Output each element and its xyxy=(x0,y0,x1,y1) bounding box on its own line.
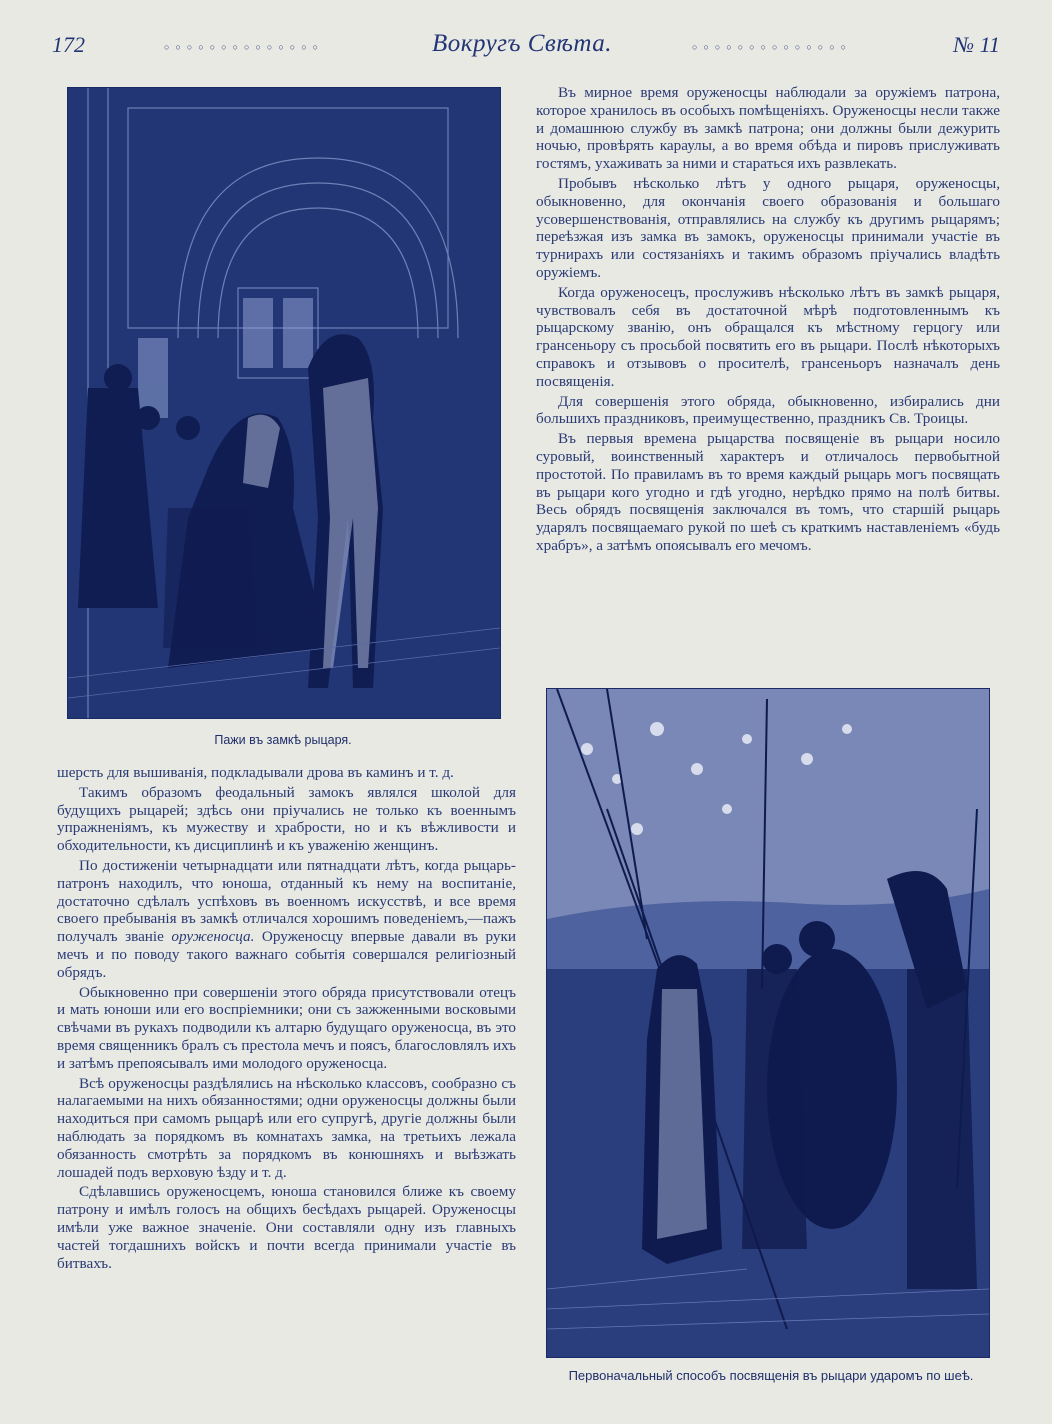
right-column-text xyxy=(536,84,1000,557)
paragraph xyxy=(57,857,516,982)
paragraph: Въ мирное время оруженосцы наблюдали за оружіемъ патрона, которое хранилось въ особыхъ помѣщеніяхъ. Оруженосцы несли также и домашнюю службу въ замкѣ патрона; они должны были дежурить ночью, провѣрять караулы, а во время обѣда и пировъ прислуживать гостямъ, ухаживать за ними и стараться ихъ развлекать. xyxy=(536,84,1000,173)
journal-title: Вокругъ Свѣта. xyxy=(432,30,613,57)
paragraph: Пробывъ нѣсколько лѣтъ у одного рыцаря, оруженосцы, обыкновенно, для окончанія своего образованія и большаго усовершенствованія, отправлялись на службу къ другимъ рыцарямъ; переѣзжая изъ замка въ замокъ, оруженосцы принимали участіе въ турнирахъ или состязаніяхъ и такимъ образомъ пріучались владѣть оружіемъ. xyxy=(536,174,1000,281)
left-column-text xyxy=(57,764,516,1274)
paragraph: Такимъ образомъ феодальный замокъ являлся школой для будущихъ рыцарей; здѣсь они пріучались не только къ военнымъ упражненіямъ, къ мужеству и храбрости, но и къ вѣжливости и обходительности, къ дисциплинѣ и къ уваженію женщинъ. xyxy=(57,783,516,855)
header-ornament-left: ○○○○○○○○○○○○○○ xyxy=(164,42,325,52)
header-ornament-right: ○○○○○○○○○○○○○○ xyxy=(692,42,853,52)
page-number: 172 xyxy=(52,32,85,57)
emphasized-term: оруженосца. xyxy=(171,928,255,946)
paragraph: Для совершенія этого обряда, обыкновенно, избирались дни большихъ праздниковъ, преимущественно, праздникъ Св. Троицы. xyxy=(536,392,1000,428)
engraving-castle-interior xyxy=(68,88,500,718)
page-header xyxy=(52,30,1000,62)
paragraph: Обыкновенно при совершеніи этого обряда присутствовали отецъ и мать юноши или его воспріемники; они съ зажженными восковыми свѣчами въ рукахъ подводили къ алтарю будущаго оруженосца, въ это время священникъ бралъ съ престола мечъ и поясъ, благословлялъ ихъ и затѣмъ препоясывалъ ими молодого оруженосца. xyxy=(57,983,516,1072)
issue-number: № 11 xyxy=(953,32,1000,57)
figure-caption-2: Первоначальный способъ посвященія въ рыцари ударомъ по шеѣ. xyxy=(568,1368,974,1383)
paragraph: шерсть для вышиванія, подкладывали дрова въ каминъ и т. д. xyxy=(57,764,454,781)
paragraph: Сдѣлавшись оруженосцемъ, юноша становился ближе къ своему патрону и имѣлъ голосъ на общихъ бесѣдахъ рыцарей. Оруженосцы имѣли уже важное значеніе. Они составляли одну изъ главныхъ частей тогдашнихъ войскъ и почти всегда принимали участіе въ битвахъ. xyxy=(57,1183,516,1272)
engraving-field-scene xyxy=(547,689,989,1357)
paragraph: Когда оруженосецъ, прослуживъ нѣсколько лѣтъ въ замкѣ рыцаря, чувствовалъ себя въ достаточной мѣрѣ подготовленнымъ къ рыцарскому званію, онъ обращался къ мѣстному герцогу или грансеньору съ просьбой посвятить его въ рыцари. Послѣ нѣкоторыхъ справокъ и отзывовъ о просителѣ, грансеньоръ назначалъ день посвященія. xyxy=(536,283,1000,390)
figure-caption-1: Пажи въ замкѣ рыцаря. xyxy=(214,733,352,747)
text-run: По достиженіи четырнадцати или пятнадцати лѣтъ, когда рыцарь-патронъ находилъ, что юноша, отданный къ нему на воспитаніе, достаточно сдѣлалъ успѣховъ въ военномъ искусствѣ, и все время своего пребыванія въ замкѣ отличался хорошимъ поведеніемъ,—пажъ получалъ званіе xyxy=(57,856,516,946)
illustration-knighting-ceremony xyxy=(546,688,990,1358)
paragraph: Въ первыя времена рыцарства посвященіе въ рыцари носило суровый, воинственный характеръ и отличалось первобытной простотой. По правиламъ въ то время каждый рыцарь могъ посвящать въ рыцари кого угодно и гдѣ угодно, нерѣдко прямо на полѣ битвы. Весь обрядъ посвященія заключался въ томъ, что старшій рыцарь ударялъ посвящаемаго рукой по шеѣ съ краткимъ наставленіемъ «будь храбръ», а затѣмъ опоясывалъ его мечомъ. xyxy=(536,430,1000,554)
illustration-pages-in-castle xyxy=(67,87,501,719)
paragraph: Всѣ оруженосцы раздѣлялись на нѣсколько классовъ, сообразно съ налагаемыми на нихъ обязанностями; одни оруженосцы должны были находиться при самомъ рыцарѣ или его супругѣ, другіе должны были наблюдать за порядкомъ въ комнатахъ замка, на третьихъ лежала обязанность смотрѣть за порядкомъ въ конюшняхъ и выѣзжать лошадей подъ верховую ѣзду и т. д. xyxy=(57,1074,516,1181)
text-run: Оруженосцу впервые давали въ руки мечъ и по поводу такого важнаго событія совершался религіозный обрядъ. xyxy=(57,928,516,981)
